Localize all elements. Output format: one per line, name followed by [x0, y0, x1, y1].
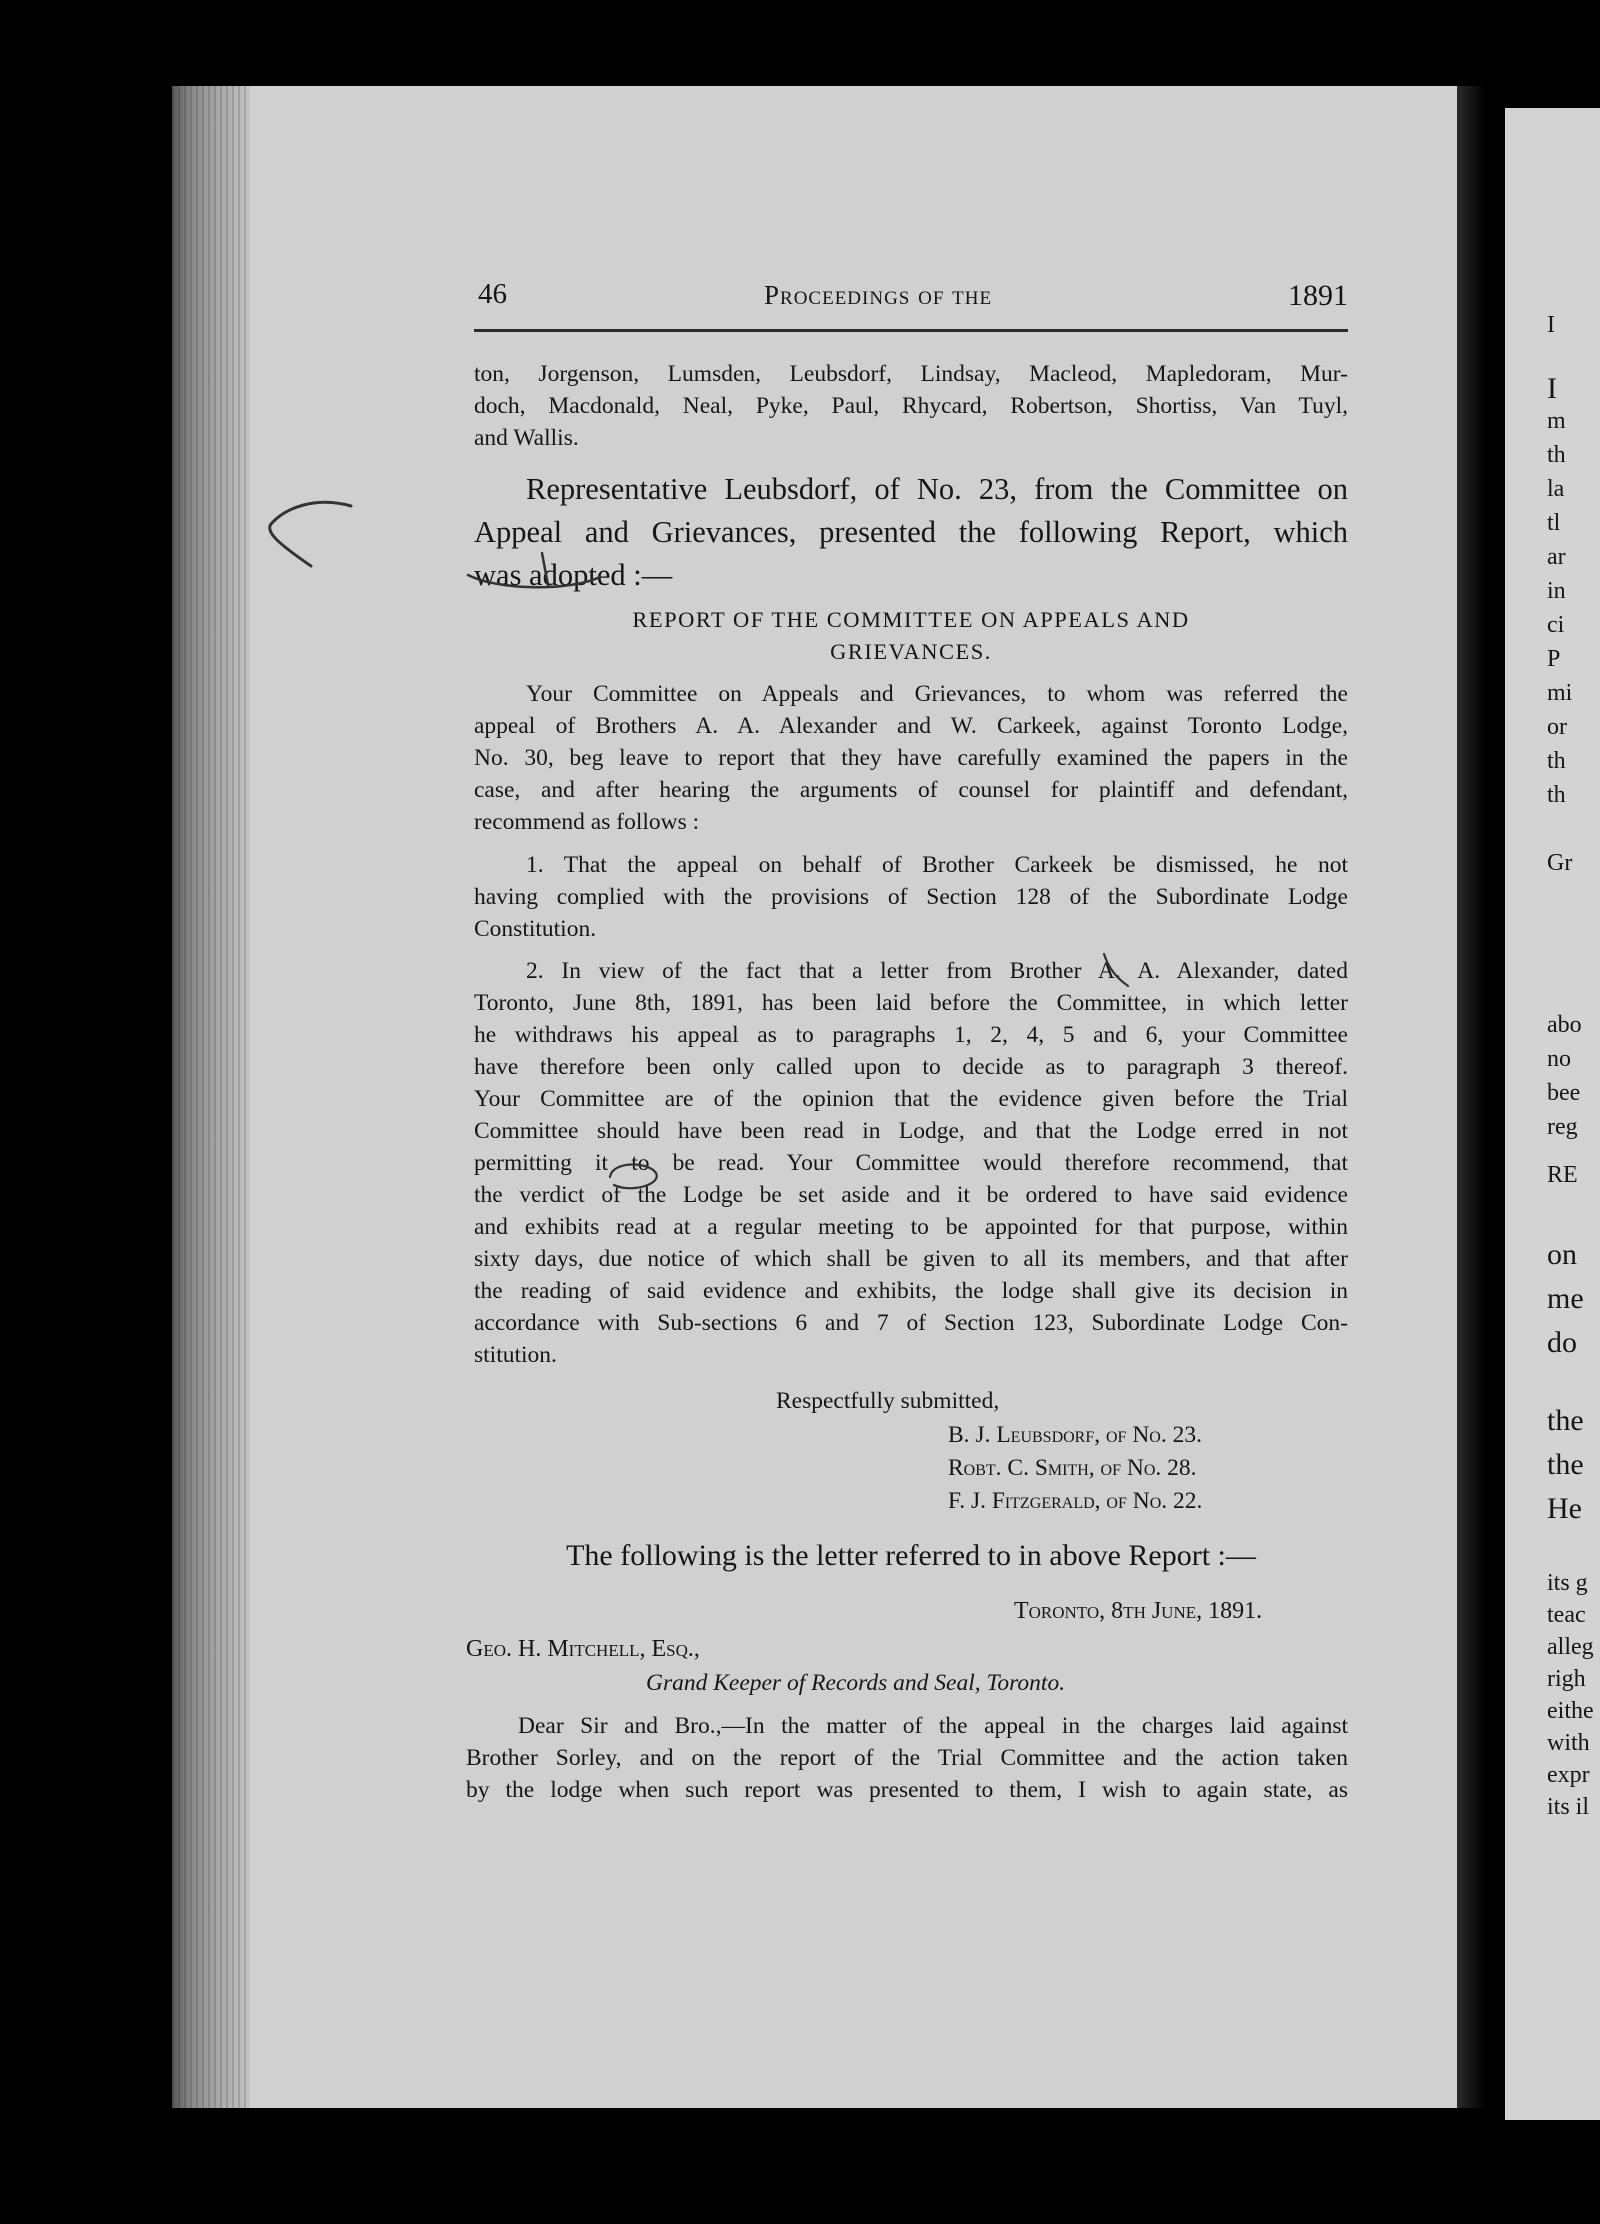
text-line: No. 30, beg leave to report that they have carefully examined the papers in the [474, 745, 1348, 771]
page-edge-shadow [172, 86, 250, 2108]
report-intro-paragraph [474, 678, 1348, 838]
facing-page-fragment: alleg [1547, 1634, 1594, 1660]
facing-page-fragment: He [1547, 1492, 1582, 1525]
facing-page-fragment: RE [1547, 1162, 1578, 1188]
header-rule [474, 329, 1348, 332]
report-item-1 [474, 849, 1348, 945]
text-line: 2. In view of the fact that a letter from Brother A. A. Alexander, dated [526, 958, 1348, 984]
text-line: Representative Leubsdorf, of No. 23, from the Committee on [526, 472, 1348, 506]
text-line: Committee should have been read in Lodge, and that the Lodge erred in not [474, 1118, 1348, 1144]
facing-page-fragment: do [1547, 1326, 1577, 1359]
facing-page-fragment: its il [1547, 1794, 1590, 1820]
text-line: by the lodge when such report was presented to them, I wish to again state, as [466, 1777, 1348, 1803]
signature-line: B. J. Leubsdorf, of No. 23. [948, 1422, 1202, 1448]
slash-pencil-mark [1098, 950, 1138, 990]
letter-addressee: Geo. H. Mitchell, Esq., [466, 1636, 700, 1662]
signature-line: Robt. C. Smith, of No. 28. [948, 1455, 1197, 1481]
text-line: Toronto, June 8th, 1891, has been laid before the Committee, in which letter [474, 990, 1348, 1016]
signature-line: F. J. Fitzgerald, of No. 22. [948, 1488, 1203, 1514]
page-year: 1891 [1288, 279, 1348, 312]
facing-page-fragment: the [1547, 1404, 1584, 1437]
report-title-line: REPORT OF THE COMMITTEE ON APPEALS AND [632, 607, 1190, 632]
facing-page-fragment: mi [1547, 680, 1573, 706]
facing-page-fragment: me [1547, 1282, 1584, 1315]
facing-page-fragment: in [1547, 578, 1566, 604]
text-line: and exhibits read at a regular meeting to be appointed for that purpose, within [474, 1214, 1348, 1240]
letter-addressee-title: Grand Keeper of Records and Seal, Toronto. [646, 1670, 1066, 1696]
facing-page-fragment: righ [1547, 1666, 1586, 1692]
facing-page-fragment: P [1547, 646, 1561, 672]
text-line: Your Committee are of the opinion that the evidence given before the Trial [474, 1086, 1348, 1112]
facing-page-fragment: no [1547, 1046, 1571, 1072]
intro-paragraph [474, 358, 1348, 454]
text-line: ton, Jorgenson, Lumsden, Leubsdorf, Lindsay, Macleod, Mapledoram, Mur- [474, 361, 1348, 387]
signature-closing: Respectfully submitted, [776, 1388, 1000, 1414]
text-line: was adopted :— [474, 558, 673, 592]
letter-body [466, 1710, 1348, 1806]
facing-page-fragment: expr [1547, 1762, 1590, 1788]
letter-intro: The following is the letter referred to in above Report :— [566, 1539, 1256, 1572]
facing-page-fragment: th [1547, 442, 1566, 468]
facing-page-fragment: its g [1547, 1570, 1588, 1596]
text-line: 1. That the appeal on behalf of Brother Carkeek be dismissed, he not [526, 852, 1348, 878]
facing-page-fragment: ci [1547, 612, 1565, 638]
circle-pencil-mark [600, 1155, 670, 1195]
text-line: the reading of said evidence and exhibits, the lodge shall give its decision in [474, 1278, 1348, 1304]
text-line: accordance with Sub-sections 6 and 7 of Section 123, Subordinate Lodge Con- [474, 1310, 1348, 1336]
text-line: and Wallis. [474, 425, 579, 451]
book-gutter [1457, 86, 1505, 2108]
report-title [474, 604, 1348, 668]
facing-page-fragment: or [1547, 714, 1567, 740]
report-title-line: GRIEVANCES. [830, 639, 992, 664]
text-line: Dear Sir and Bro.,—In the matter of the appeal in the charges laid against [518, 1713, 1348, 1739]
text-line: the verdict of the Lodge be set aside and it be ordered to have said evidence [474, 1182, 1348, 1208]
facing-page-fragment: I [1547, 372, 1557, 405]
text-line: appeal of Brothers A. A. Alexander and W. Carkeek, against Toronto Lodge, [474, 713, 1348, 739]
text-line: doch, Macdonald, Neal, Pyke, Paul, Rhycard, Robertson, Shortiss, Van Tuyl, [474, 393, 1348, 419]
underline-pencil-mark [460, 545, 610, 595]
facing-page-fragment: on [1547, 1238, 1577, 1271]
facing-page-fragment: I [1547, 312, 1555, 338]
facing-page-fragment: th [1547, 748, 1566, 774]
margin-pencil-mark [255, 490, 365, 570]
facing-page-fragment: th [1547, 782, 1566, 808]
text-line: sixty days, due notice of which shall be given to all its members, and that after [474, 1246, 1348, 1272]
facing-page-fragment: abo [1547, 1012, 1582, 1038]
facing-page-fragment: ar [1547, 544, 1566, 570]
text-line: he withdraws his appeal as to paragraphs 1, 2, 4, 5 and 6, your Committee [474, 1022, 1348, 1048]
text-line: recommend as follows : [474, 809, 700, 835]
facing-page-fragment: the [1547, 1448, 1584, 1481]
facing-page-fragment: teac [1547, 1602, 1586, 1628]
text-line: case, and after hearing the arguments of counsel for plaintiff and defendant, [474, 777, 1348, 803]
text-line: having complied with the provisions of Section 128 of the Subordinate Lodge [474, 884, 1348, 910]
text-line: have therefore been only called upon to decide as to paragraph 3 thereof. [474, 1054, 1348, 1080]
text-line: permitting it to be read. Your Committee would therefore recommend, that [474, 1150, 1348, 1176]
text-line: Brother Sorley, and on the report of the Trial Committee and the action taken [466, 1745, 1348, 1771]
text-line: Constitution. [474, 916, 597, 942]
text-line: stitution. [474, 1342, 557, 1368]
page-number: 46 [478, 278, 507, 310]
facing-page-fragment: reg [1547, 1114, 1578, 1140]
facing-page-fragment: eithe [1547, 1698, 1594, 1724]
running-title: Proceedings of the [764, 280, 993, 310]
facing-page-fragment: with [1547, 1730, 1590, 1756]
text-line: Your Committee on Appeals and Grievances, to whom was referred the [526, 681, 1348, 707]
text-line: Appeal and Grievances, presented the following Report, which [474, 515, 1348, 549]
facing-page-fragment: m [1547, 408, 1566, 434]
facing-page-fragment: bee [1547, 1080, 1581, 1106]
facing-page-fragment: Gr [1547, 850, 1573, 876]
facing-page-fragment: la [1547, 476, 1565, 502]
facing-page-fragment: tl [1547, 510, 1561, 536]
letter-dateline: Toronto, 8th June, 1891. [1014, 1598, 1263, 1624]
